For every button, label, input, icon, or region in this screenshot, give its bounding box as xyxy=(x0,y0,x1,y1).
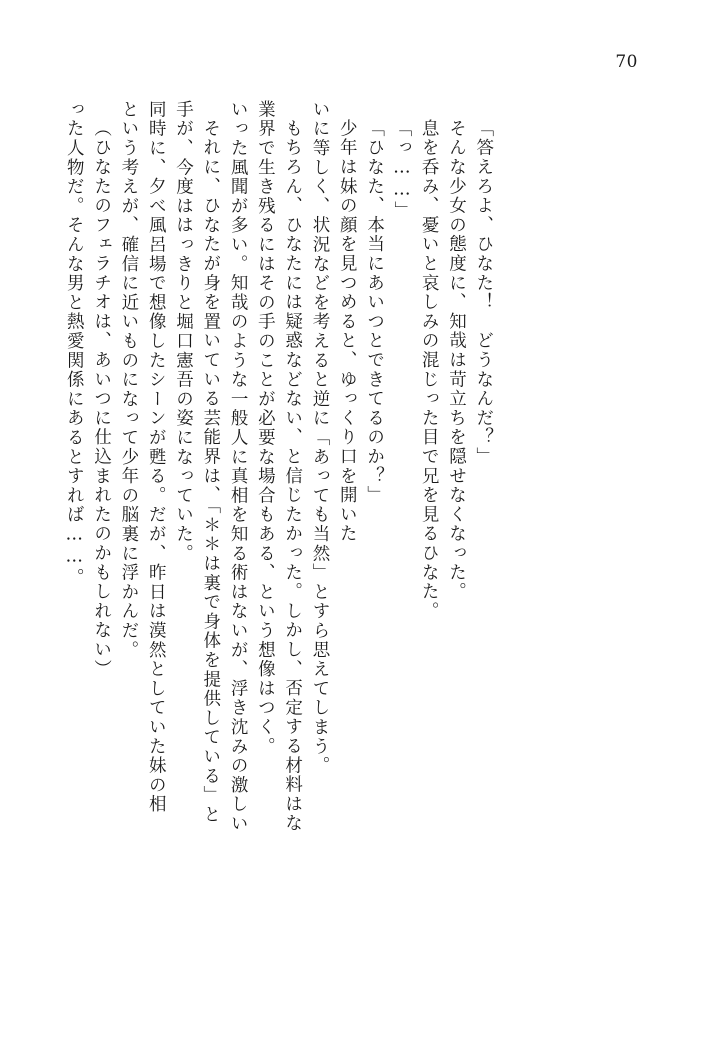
text-column-line: そんな少女の態度に、知哉は苛立ちを隠せなくなった。 xyxy=(446,119,467,602)
text-column xyxy=(391,100,418,890)
text-column-line: 同時に、夕べ風呂場で想像したシーンが甦る。だが、昨日は漠然としていた妹の相 xyxy=(146,100,167,815)
text-column-line: という考えが、確信に近いものになって少年の脳裏に浮かんだ。 xyxy=(118,100,139,660)
text-column xyxy=(309,100,336,890)
text-column-line: いに等しく、状況などを考えると逆に「あっても当然」とすら思えてしまう。 xyxy=(309,100,330,776)
text-column xyxy=(445,100,472,890)
text-column xyxy=(363,100,390,890)
body-text-block xyxy=(63,100,648,890)
text-column xyxy=(199,100,226,890)
text-column-line: （ひなたのフェラチオは、あいつに仕込まれたのかもしれない） xyxy=(91,119,112,679)
text-column xyxy=(254,100,281,890)
text-column xyxy=(63,100,90,890)
text-column-line: った人物だ。そんな男と熱愛関係にあるとすれば……。 xyxy=(64,100,85,588)
text-column xyxy=(227,100,254,890)
text-column-line: 業界で生き残るにはその手のことが必要な場合もある、という想像はつく。 xyxy=(255,100,276,757)
page-number: 70 xyxy=(615,52,638,72)
text-column-line: いった風聞が多い。知哉のような一般人に真相を知る術はないが、浮き沈みの激しい xyxy=(228,100,249,834)
text-column xyxy=(472,100,499,890)
text-column-line: 「ひなた、本当にあいつとできてるのか？」 xyxy=(364,119,385,505)
text-column xyxy=(281,100,308,890)
text-column-line: 手が、今度ははっきりと堀口憲吾の姿になっていた。 xyxy=(173,100,194,564)
text-column xyxy=(172,100,199,890)
text-column-line: それに、ひなたが身を置いている芸能界は、「＊＊は裏で身体を提供している」と xyxy=(200,119,221,825)
text-column-line: 「っ……」 xyxy=(391,119,412,221)
text-column xyxy=(145,100,172,890)
text-column-line: 息を呑み、憂いと哀しみの混じった目で兄を見るひなた。 xyxy=(419,119,440,621)
text-column-line: 「答えろよ、ひなた！ どうなんだ？」 xyxy=(473,119,494,467)
text-column-line: 少年は妹の顔を見つめると、ゆっくり口を開いた xyxy=(337,119,358,544)
text-column xyxy=(90,100,117,890)
text-column-line: もちろん、ひなたには疑惑などない、と信じたかった。しかし、否定する材料はな xyxy=(282,119,303,834)
text-column xyxy=(118,100,145,890)
text-column xyxy=(418,100,445,890)
text-column xyxy=(336,100,363,890)
